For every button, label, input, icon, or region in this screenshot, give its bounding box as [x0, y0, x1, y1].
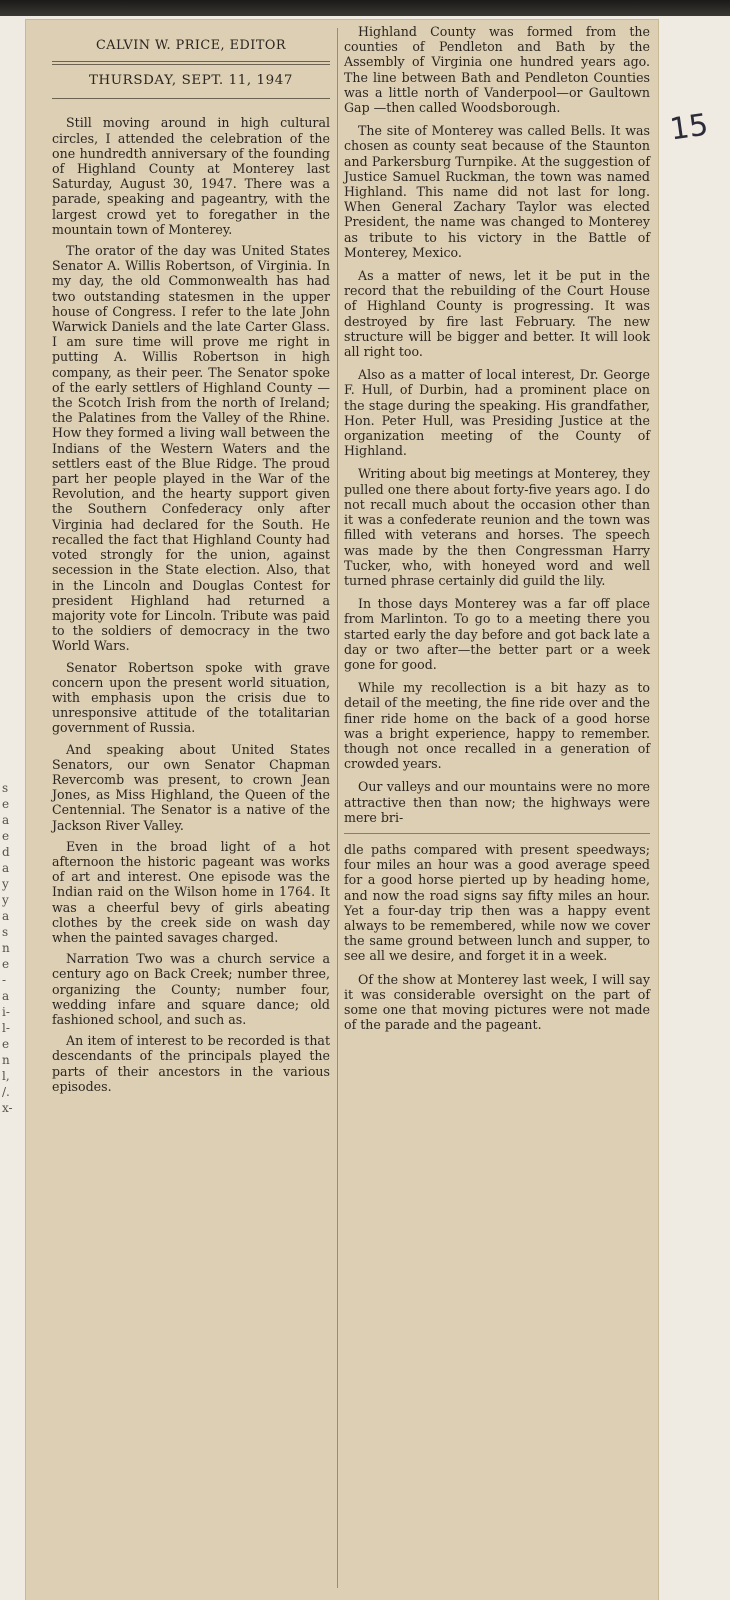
handwritten-page-number: 15	[667, 107, 711, 148]
column-divider	[337, 28, 338, 1588]
dateline: THURSDAY, SEPT. 11, 1947	[52, 64, 330, 99]
margin-fragment-letters	[2, 780, 20, 1116]
margin-letter: n	[2, 941, 10, 955]
paragraph: An item of interest to be recorded is that descendants of the principals played the parts of their ancestors in the various episodes.	[52, 1033, 330, 1094]
paragraph-continued: dle paths compared with present speedways; four miles an hour was a good average speed for a good horse pierted up by heading home, and now the road signs say fifty miles an hour. Yet a four-day trip then was a happy event always to be remembered, while now we cover the same ground between lunch and supper, to see all we desire, and forget it in a week.	[344, 841, 650, 964]
column-break-rule	[344, 833, 650, 834]
left-column	[52, 24, 330, 1100]
paragraph: The site of Monterey was called Bells. It was chosen as county seat because of the Staunton and Parkersburg Turnpike. At the suggestion of Justice Samuel Ruckman, the town was named Highland. This name did not last for long. When General Zachary Taylor was elected President, the name was changed to Monterey as tribute to his victory in the Battle of Monterey, Mexico.	[344, 123, 650, 260]
margin-letter: n	[2, 1053, 10, 1067]
margin-letter: e	[2, 957, 10, 971]
margin-letter: i-	[2, 1005, 10, 1019]
scan-top-edge	[0, 0, 730, 16]
paragraph: As a matter of news, let it be put in the record that the rebuilding of the Court House of Highland County is progressing. It was destroyed by fire last February. The new structure will be bigger and better. It will look all right too.	[344, 268, 650, 360]
margin-letter: -	[2, 973, 7, 987]
paragraph: In those days Monterey was a far off place from Marlinton. To go to a meeting there you started early the day before and got back late a day or two after—the better part or a week gone for good.	[344, 596, 650, 672]
editor-masthead: CALVIN W. PRICE, EDITOR	[52, 24, 330, 62]
paragraph: Even in the broad light of a hot afternoon the historic pageant was works of art and interest. One episode was the Indian raid on the Wilson home in 1764. It was a cheerful bevy of girls abeating clothes by the creek side on wash day when the painted savages charged.	[52, 838, 330, 945]
margin-letter: a	[2, 909, 10, 923]
right-column	[344, 24, 650, 1040]
margin-letter: d	[2, 845, 10, 859]
paragraph: Highland County was formed from the counties of Pendleton and Bath by the Assembly of Virginia one hundred years ago. The line between Bath and Pendleton Counties was a little north of Vanderpool—or Gaultown Gap —then called Woodsborough.	[344, 24, 650, 116]
margin-letter: e	[2, 829, 10, 843]
margin-letter: e	[2, 1037, 10, 1051]
margin-letter: y	[2, 877, 9, 891]
paragraph: Of the show at Monterey last week, I will say it was considerable oversight on the part of some one that moving pictures were not made of the parade and the pageant.	[344, 971, 650, 1033]
paragraph: The orator of the day was United States Senator A. Willis Robertson, of Virginia. In my day, the old Commonwealth has had two outstanding statesmen in the upper house of Congress. I refer to the late John Warwick Daniels and the late Carter Glass. I am sure time will prove me right in putting A. Willis Robertson in high company, as their peer. The Senator spoke of the early settlers of Highland County —the Scotch Irish from the north of Ireland; the Palatines from the Valley of the Rhine. How they formed a living wall between the Indians of the Western Waters and the settlers east of the Blue Ridge. The proud part her people played in the War of the Revolution, and the hearty support given the Southern Confederacy only after Virginia had declared for the South. He recalled the fact that Highland County had voted strongly for the union, against secession in the State election. Also, that in the Lincoln and Douglas Contest for president Highland had returned a majority vote for Lincoln. Tribute was paid to the soldiers of democracy in the two World Wars.	[52, 243, 330, 654]
paragraph: Writing about big meetings at Monterey, they pulled one there about forty-five years ago. I do not recall much about the occasion other than it was a confederate reunion and the town was filled with veterans and horses. The speech was made by the then Congressman Harry Tucker, who, with honeyed word and well turned phrase certainly did guild the lily.	[344, 466, 650, 588]
margin-letter: a	[2, 989, 10, 1003]
paragraph: And speaking about United States Senators, our own Senator Chapman Revercomb was present, to crown Jean Jones, as Miss Highland, the Queen of the Centennial. The Senator is a native of the Jackson River Valley.	[52, 741, 330, 833]
paragraph: Our valleys and our mountains were no more attractive then than now; the highways were mere bri-	[344, 779, 650, 825]
paragraph: While my recollection is a bit hazy as to detail of the meeting, the fine ride over and the finer ride home on the back of a good horse was a bright experience, happy to remember. though not once recalled in a generation of crowded years.	[344, 680, 650, 772]
margin-letter: /.	[2, 1085, 10, 1099]
paragraph: Narration Two was a church service a century ago on Back Creek; number three, organizing the County; number four, wedding infare and square dance; old fashioned school, and such as.	[52, 951, 330, 1027]
paragraph: Senator Robertson spoke with grave concern upon the present world situation, with emphasis upon the crisis due to unresponsive attitude of the totalitarian government of Russia.	[52, 659, 330, 736]
paragraph: Also as a matter of local interest, Dr. George F. Hull, of Durbin, had a prominent place on the stage during the speaking. His grandfather, Hon. Peter Hull, was Presiding Justice at the organization meeting of the County of Highland.	[344, 367, 650, 459]
margin-letter: a	[2, 813, 10, 827]
paragraph: Still moving around in high cultural circles, I attended the celebration of the one hundredth anniversary of the founding of Highland County at Monterey last Saturday, August 30, 1947. There was a parade, speaking and pageantry, with the largest crowd yet to foregather in the mountain town of Monterey.	[52, 115, 330, 237]
margin-letter: e	[2, 797, 10, 811]
margin-letter: l,	[2, 1069, 10, 1083]
margin-letter: a	[2, 861, 10, 875]
margin-letter: s	[2, 781, 9, 795]
margin-letter: y	[2, 893, 9, 907]
margin-letter: l-	[2, 1021, 10, 1035]
margin-letter: x-	[2, 1101, 13, 1115]
margin-letter: s	[2, 925, 9, 939]
